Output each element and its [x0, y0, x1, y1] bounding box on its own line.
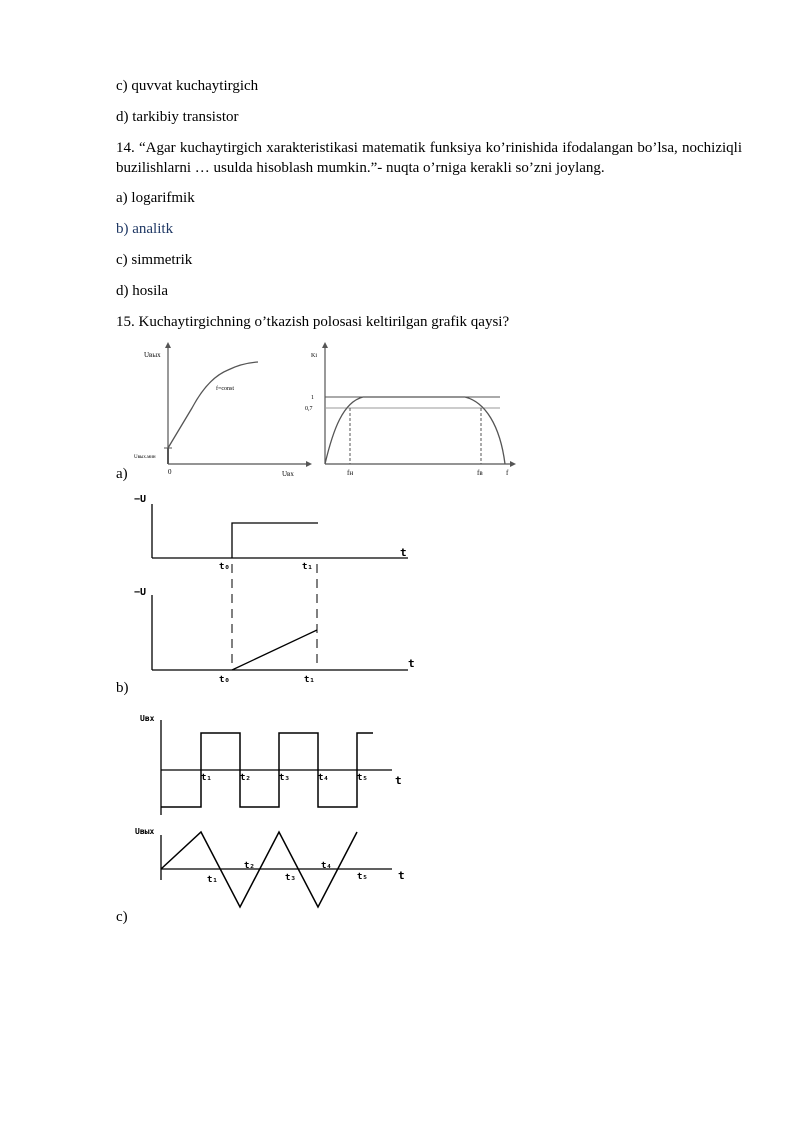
fig-a-right-ylabel: Ki — [311, 353, 317, 359]
fig-a-left-yoffset: Uвых.мин — [134, 455, 156, 460]
fig-a-right-fn: fн — [347, 469, 354, 477]
figure-c-square-wave — [130, 705, 420, 815]
question-14: 14. “Agar kuchaytirgich xarakteristikasi matematik funksiya ko’rinishida ifodalangan bo’lsa, nochiziqli buzilishlarni … usulda hisoblash mumkin.”- nuqta o’rniga kerakli so’zni joylang. — [116, 140, 742, 176]
fig-b-bottom-t0: t₀ — [219, 675, 230, 685]
q14-option-b: b) analitk — [116, 221, 174, 237]
fig-a-right-one: 1 — [311, 395, 314, 401]
figure-c-triangle-wave — [130, 820, 420, 915]
option-d-prev: d) tarkibiy transistor — [116, 109, 239, 125]
fig-c-top-xlabel: t — [395, 774, 402, 787]
fig-c-bottom-t4: t₄ — [321, 861, 332, 871]
question-15: 15. Kuchaytirgichning o’tkazish polosasi keltirilgan grafik qaysi? — [116, 314, 510, 330]
fig-b-top-t0: t₀ — [219, 562, 230, 572]
fig-a-right-fv: fв — [477, 469, 483, 477]
figure-a-frequency-response — [305, 340, 520, 480]
fig-a-left-ylabel: Uвых — [144, 351, 161, 359]
q14-option-d: d) hosila — [116, 283, 169, 299]
figure-a-transfer-characteristic — [130, 340, 310, 480]
fig-a-left-origin: 0 — [168, 468, 172, 476]
figure-b-ramp-output — [130, 583, 420, 683]
option-a-label: a) — [116, 466, 128, 482]
option-b-label: b) — [116, 680, 129, 696]
fig-c-bottom-t3: t₃ — [285, 873, 296, 883]
fig-b-top-xlabel: t — [400, 546, 407, 559]
fig-a-right-level: 0,7 — [305, 406, 313, 412]
fig-a-left-curve-note: f=const — [216, 386, 235, 392]
fig-c-top-t5: t₅ — [357, 773, 368, 783]
fig-c-top-t1: t₁ — [201, 773, 212, 783]
fig-c-top-t2: t₂ — [240, 773, 251, 783]
fig-b-top-t1: t₁ — [302, 562, 313, 572]
option-c-label: c) — [116, 909, 128, 925]
fig-a-right-xlabel: f — [506, 469, 509, 477]
fig-b-bottom-ylabel: −U — [134, 587, 147, 598]
option-c-prev: c) quvvat kuchaytirgich — [116, 78, 259, 94]
fig-b-top-ylabel: −U — [134, 494, 147, 505]
fig-c-bottom-t2: t₂ — [244, 861, 255, 871]
q14-option-a: a) logarifmik — [116, 190, 195, 206]
fig-c-bottom-t1: t₁ — [207, 875, 218, 885]
fig-b-bottom-t1: t₁ — [304, 675, 315, 685]
fig-c-bottom-t5: t₅ — [357, 872, 368, 882]
fig-c-bottom-ylabel: Uвых — [135, 827, 155, 836]
fig-c-top-t3: t₃ — [279, 773, 290, 783]
fig-c-bottom-xlabel: t — [398, 869, 405, 882]
fig-c-top-ylabel: Uвх — [140, 714, 155, 723]
fig-c-top-t4: t₄ — [318, 773, 329, 783]
fig-b-bottom-xlabel: t — [408, 657, 415, 670]
q14-option-c: c) simmetrik — [116, 252, 193, 268]
fig-a-left-xlabel: Uвх — [282, 470, 294, 478]
